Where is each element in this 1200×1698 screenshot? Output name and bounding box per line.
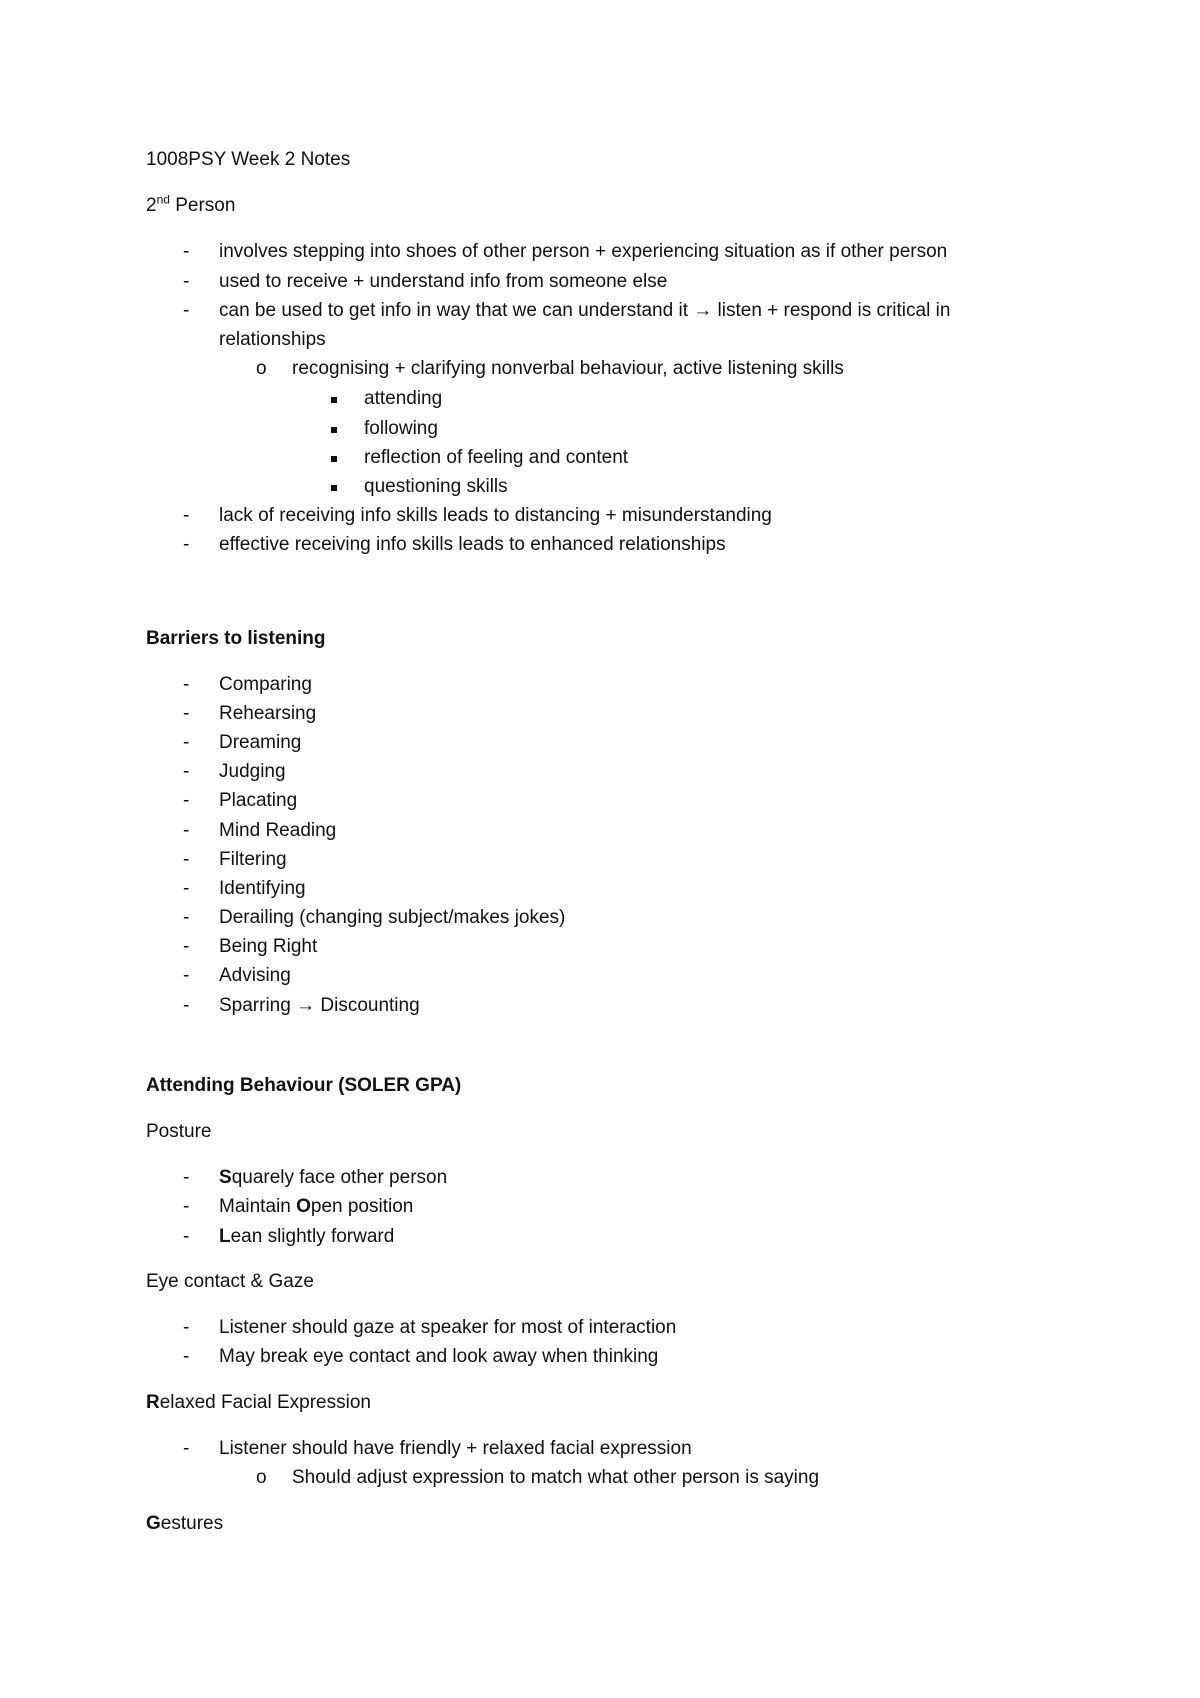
dash-marker: -: [183, 849, 190, 870]
list-item: Placating: [219, 790, 298, 811]
sub-sub-list-item: reflection of feeling and content: [364, 447, 629, 468]
sub-list-item: Should adjust expression to match what other person is saying: [292, 1467, 820, 1488]
list-item: Dreaming: [219, 732, 302, 753]
list-item: lack of receiving info skills leads to distancing + misunderstanding: [219, 505, 772, 526]
dash-marker: -: [183, 1317, 190, 1338]
list-item: Comparing: [219, 674, 312, 695]
list-item-text: ean slightly forward: [230, 1226, 395, 1247]
dash-marker: -: [183, 534, 190, 555]
square-bullet: [331, 427, 337, 433]
subheading-gestures: [146, 1512, 223, 1536]
dash-marker: -: [183, 703, 190, 724]
dash-marker: -: [183, 820, 190, 841]
heading-text: Person: [169, 195, 236, 216]
dash-marker: -: [183, 995, 190, 1016]
dash-marker: -: [183, 674, 190, 695]
list-item-text: pen position: [310, 1196, 414, 1217]
list-item: [219, 1225, 394, 1249]
document-title: 1008PSY Week 2 Notes: [146, 149, 351, 170]
dash-marker: -: [183, 1438, 190, 1459]
list-item: Rehearsing: [219, 703, 317, 724]
list-item: Derailing (changing subject/makes jokes): [219, 907, 566, 928]
subheading-text: estures: [160, 1513, 224, 1534]
subheading-posture: Posture: [146, 1121, 212, 1142]
section-heading-second-person: [146, 194, 235, 218]
list-item: effective receiving info skills leads to enhanced relationships: [219, 534, 726, 555]
list-item: May break eye contact and look away when thinking: [219, 1346, 659, 1367]
subheading-facial-expression: [146, 1391, 371, 1415]
dash-marker: -: [183, 965, 190, 986]
dash-marker: -: [183, 1196, 190, 1217]
soler-initial: O: [296, 1196, 311, 1217]
list-item-prefix: Maintain: [219, 1196, 297, 1217]
heading-number: 2: [146, 195, 157, 216]
list-item: Mind Reading: [219, 820, 337, 841]
dash-marker: -: [183, 790, 190, 811]
section-heading-attending: Attending Behaviour (SOLER GPA): [146, 1075, 462, 1096]
dash-marker: -: [183, 1346, 190, 1367]
dash-marker: -: [183, 936, 190, 957]
soler-initial: L: [219, 1226, 231, 1247]
dash-marker: -: [183, 761, 190, 782]
dash-marker: -: [183, 1226, 190, 1247]
list-item: involves stepping into shoes of other person + experiencing situation as if other person: [219, 241, 948, 262]
dash-marker: -: [183, 907, 190, 928]
heading-superscript: nd: [156, 192, 170, 207]
list-item: Sparring → Discounting: [219, 995, 420, 1016]
circle-bullet: o: [256, 358, 267, 379]
list-item-continuation: relationships: [219, 329, 326, 350]
dash-marker: -: [183, 1167, 190, 1188]
list-item: used to receive + understand info from someone else: [219, 271, 668, 292]
list-item: Judging: [219, 761, 286, 782]
list-item: Filtering: [219, 849, 287, 870]
list-item: [219, 1166, 447, 1190]
sub-list-item: recognising + clarifying nonverbal behaviour, active listening skills: [292, 358, 844, 379]
sub-sub-list-item: following: [364, 418, 438, 439]
list-item: Identifying: [219, 878, 306, 899]
list-item: Listener should have friendly + relaxed facial expression: [219, 1438, 692, 1459]
subheading-text: elaxed Facial Expression: [159, 1392, 371, 1413]
sub-sub-list-item: questioning skills: [364, 476, 508, 497]
list-item: Listener should gaze at speaker for most of interaction: [219, 1317, 677, 1338]
list-item: can be used to get info in way that we can understand it → listen + respond is critical in: [219, 300, 951, 321]
soler-initial: S: [219, 1167, 232, 1188]
list-item: Being Right: [219, 936, 318, 957]
list-item: Advising: [219, 965, 291, 986]
square-bullet: [331, 397, 337, 403]
list-item: [219, 1195, 413, 1219]
list-item-text: quarely face other person: [231, 1167, 448, 1188]
dash-marker: -: [183, 300, 190, 321]
gpa-initial: G: [146, 1513, 161, 1534]
sub-sub-list-item: attending: [364, 388, 443, 409]
square-bullet: [331, 456, 337, 462]
dash-marker: -: [183, 505, 190, 526]
soler-initial: R: [146, 1392, 160, 1413]
section-heading-barriers: Barriers to listening: [146, 628, 326, 649]
dash-marker: -: [183, 241, 190, 262]
square-bullet: [331, 485, 337, 491]
circle-bullet: o: [256, 1467, 267, 1488]
dash-marker: -: [183, 878, 190, 899]
dash-marker: -: [183, 271, 190, 292]
dash-marker: -: [183, 732, 190, 753]
subheading-eye-contact: Eye contact & Gaze: [146, 1271, 314, 1292]
